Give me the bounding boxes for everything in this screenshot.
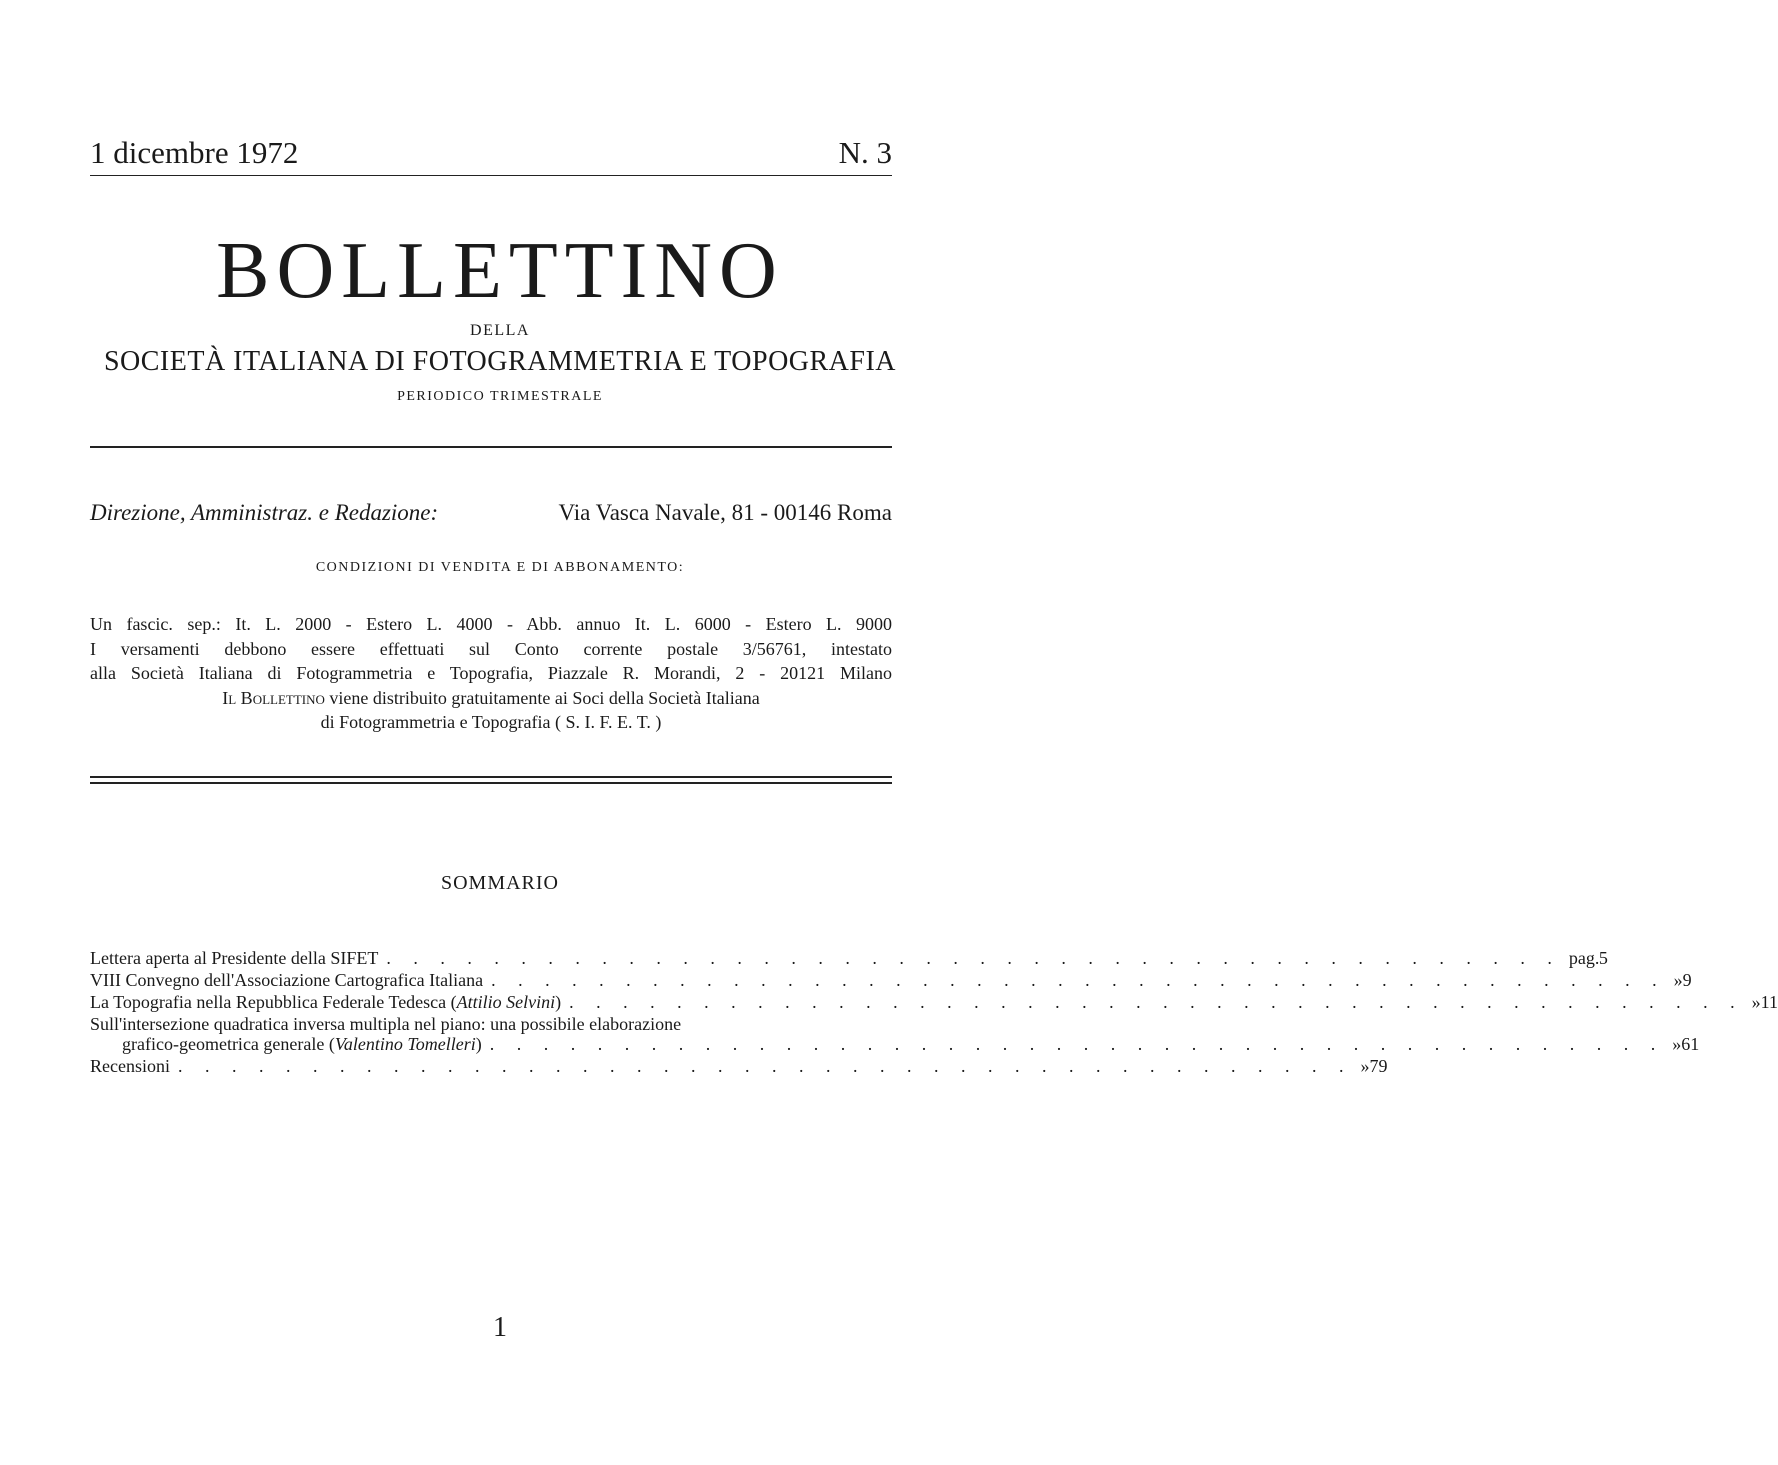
divider-double-1 [90,776,892,778]
masthead-della: DELLA [470,322,530,339]
address-value: Via Vasca Navale, 81 - 00146 Roma [558,500,892,525]
toc-mark: » [1360,1056,1370,1076]
issue-date: 1 dicembre 1972 [90,135,299,170]
toc-page: 61 [1681,1034,1700,1054]
divider-top [90,446,892,448]
payment-line: I versamenti debbono essere effettuati sul Conto corrente postale 3/56761, intestato [90,638,892,659]
toc-author: Valentino Tomelleri [334,1034,476,1054]
toc-title-first-line: Sull'intersezione quadratica inversa multipla nel piano: una possibile elaborazione [90,1014,682,1034]
masthead-periodicity: PERIODICO TRIMESTRALE [397,389,603,404]
toc-author: Attilio Selvini [456,992,556,1012]
page-number: 1 [493,1312,507,1343]
toc-page: 11 [1760,992,1778,1012]
table-of-contents [90,948,1778,1078]
toc-title: La Topografia nella Repubblica Federale Tedesca (Attilio Selvini) [90,992,562,1012]
issue-number: N. 3 [838,135,892,170]
toc-heading: SOMMARIO [440,872,560,894]
toc-leader: . . . . . . . . . . . . . . . . . . . . . . . . . . . . . . . . . . . . . . . . . . . . [386,948,1561,968]
toc-entry[interactable] [90,970,1692,990]
address-line [90,500,892,526]
toc-title: Lettera aperta al Presidente della SIFET [90,948,379,968]
toc-title: Recensioni [90,1056,170,1076]
toc-entry[interactable] [90,1014,1700,1054]
distribution-text: viene distribuito gratuitamente ai Soci della Società Italiana [329,687,760,708]
toc-page: 9 [1682,970,1692,990]
toc-leader: . . . . . . . . . . . . . . . . . . . . . . . . . . . . . . . . . . . . . . . . . . . . [177,1056,1353,1076]
address-label: Direzione, Amministraz. e Redazione: [90,500,439,525]
bulletin-name: Il Bollettino [222,687,325,708]
toc-leader: . . . . . . . . . . . . . . . . . . . . . . . . . . . . . . . . . . . . . . . . . . . . [489,1034,1665,1054]
society-acronym-line: di Fotogrammetria e Topografia ( S. I. F. E. T. ) [320,712,662,732]
toc-title: grafico-geometrica generale (Valentino Tomelleri) [122,1034,482,1054]
toc-mark: » [1751,992,1761,1012]
toc-mark: » [1672,1034,1682,1054]
conditions-heading: CONDIZIONI DI VENDITA E DI ABBONAMENTO: [315,560,685,575]
distribution-line [90,686,892,711]
toc-entry[interactable] [90,948,1608,968]
divider-double-2 [90,782,892,784]
toc-title: VIII Convegno dell'Associazione Cartografica Italiana [90,970,484,990]
toc-leader: . . . . . . . . . . . . . . . . . . . . . . . . . . . . . . . . . . . . . . . . . . . . [569,992,1744,1012]
toc-entry[interactable] [90,1056,1388,1076]
conditions-block [90,612,892,735]
masthead-title: BOLLETTINO [216,227,784,315]
toc-page: 79 [1369,1056,1388,1076]
toc-entry[interactable] [90,992,1778,1012]
toc-leader: . . . . . . . . . . . . . . . . . . . . . . . . . . . . . . . . . . . . . . . . . . . . [491,970,1666,990]
toc-mark: pag. [1568,948,1600,968]
toc-page: 5 [1598,948,1608,968]
payee-line: alla Società Italiana di Fotogrammetria e Topografia, Piazzale R. Morandi, 2 - 20121 Milano [90,663,892,683]
masthead-society: SOCIETÀ ITALIANA DI FOTOGRAMMETRIA E TOPOGRAFIA [103,346,897,377]
issue-header [90,132,892,176]
price-line: Un fascic. sep.: It. L. 2000 - Estero L. 4000 - Abb. annuo It. L. 6000 - Estero L. 9000 [90,614,892,634]
toc-mark: » [1673,970,1683,990]
